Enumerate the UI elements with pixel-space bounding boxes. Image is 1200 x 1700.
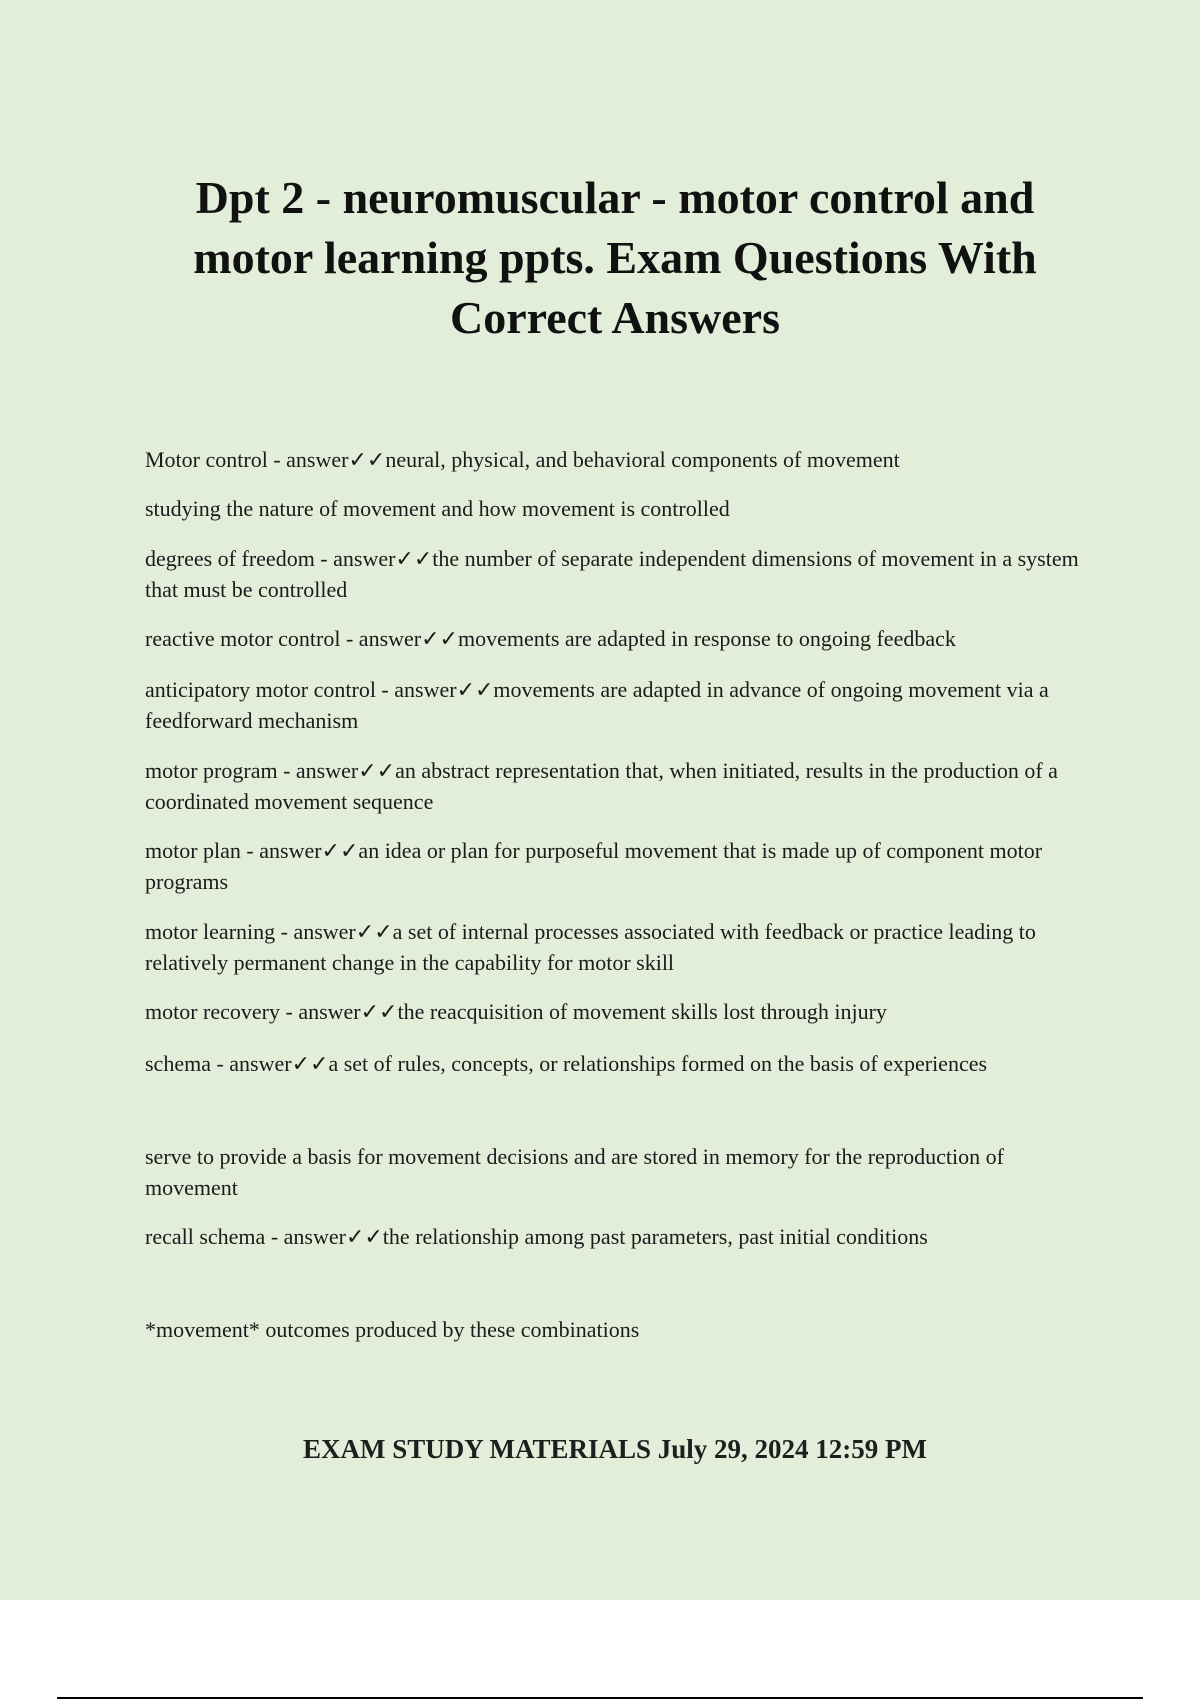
qa-entry-recall-schema: recall schema - answer✓✓the relationship among past parameters, past initial conditions xyxy=(145,1224,928,1249)
qa-entry-anticipatory-motor-control: anticipatory motor control - answer✓✓movements are adapted in advance of ongoing movement via a feedforward mechanism xyxy=(145,677,1049,733)
qa-entry-continuation: *movement* outcomes produced by these combinations xyxy=(145,1317,640,1342)
qa-entry-motor-program: motor program - answer✓✓an abstract representation that, when initiated, results in the production of a coordinated movement sequence xyxy=(145,758,1058,814)
document-title: Dpt 2 - neuromuscular - motor control and motor learning ppts. Exam Questions With Correct Answers xyxy=(193,172,1037,343)
qa-entry-motor-control: Motor control - answer✓✓neural, physical, and behavioral components of movement xyxy=(145,447,900,472)
qa-entry-continuation: serve to provide a basis for movement decisions and are stored in memory for the reproduction of movement xyxy=(145,1144,1004,1200)
document-footer: EXAM STUDY MATERIALS July 29, 2024 12:59 PM xyxy=(302,1434,928,1464)
qa-entry-reactive-motor-control: reactive motor control - answer✓✓movements are adapted in response to ongoing feedback xyxy=(145,626,956,651)
qa-entry-schema: schema - answer✓✓a set of rules, concepts, or relationships formed on the basis of experiences xyxy=(145,1051,988,1076)
qa-entry-continuation: studying the nature of movement and how movement is controlled xyxy=(145,496,730,521)
qa-entry-motor-plan: motor plan - answer✓✓an idea or plan for purposeful movement that is made up of component motor programs xyxy=(145,838,1043,894)
bottom-divider xyxy=(57,1697,1143,1699)
qa-entry-degrees-of-freedom: degrees of freedom - answer✓✓the number of separate independent dimensions of movement in a system that must be controlled xyxy=(145,546,1079,602)
qa-entry-motor-learning: motor learning - answer✓✓a set of internal processes associated with feedback or practice leading to relatively permanent change in the capability for motor skill xyxy=(145,919,1036,975)
qa-entry-motor-recovery: motor recovery - answer✓✓the reacquisition of movement skills lost through injury xyxy=(145,999,887,1024)
